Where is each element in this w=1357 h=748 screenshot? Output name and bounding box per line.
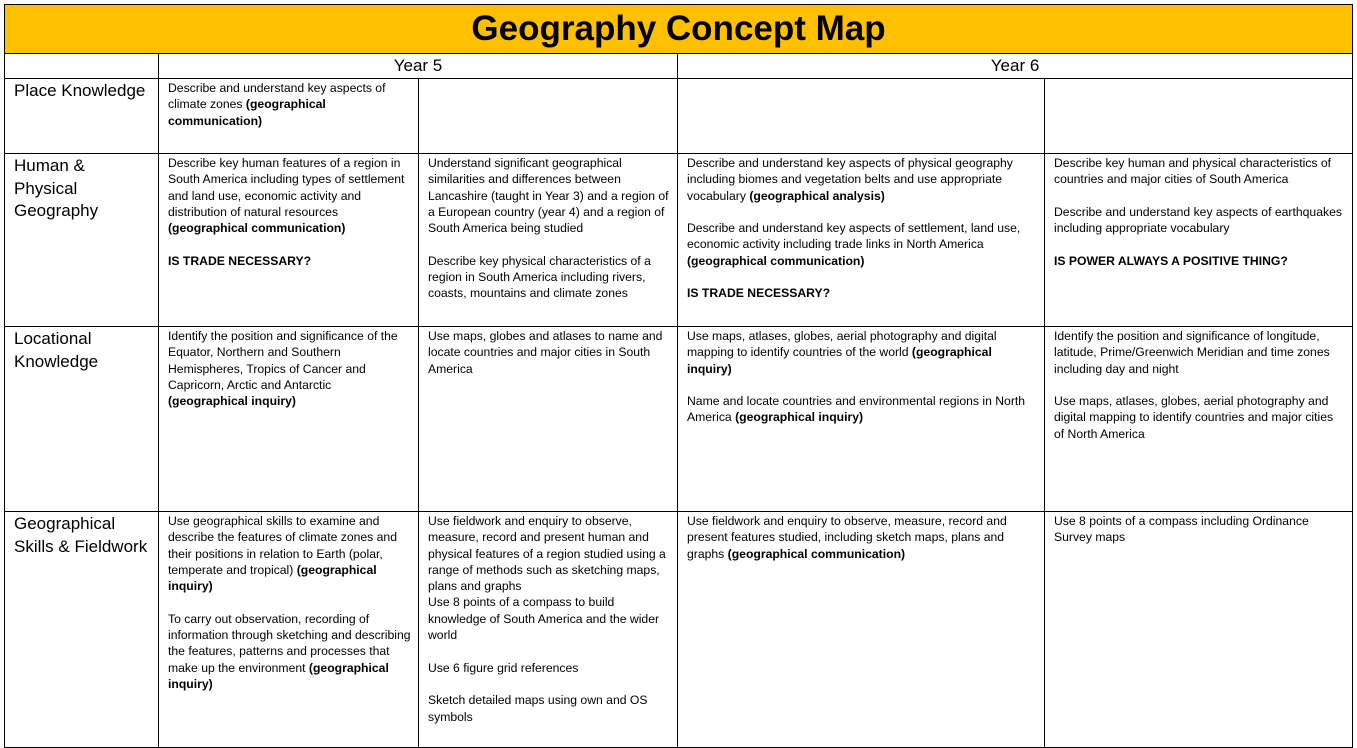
content-cell bbox=[159, 79, 419, 154]
paragraph-emphasis: (geographical communication) bbox=[168, 221, 346, 236]
paragraph-emphasis: IS TRADE NECESSARY? bbox=[687, 286, 831, 301]
cell-paragraph bbox=[1054, 393, 1346, 442]
cell-paragraph bbox=[428, 513, 671, 594]
cell-paragraph bbox=[428, 155, 671, 236]
row-place-knowledge bbox=[5, 79, 1353, 154]
content-cell bbox=[1045, 327, 1353, 512]
paragraph-text: Describe and understand key aspects of settlement, land use, economic activity including trade links in North America bbox=[687, 221, 1021, 252]
paragraph-text: Use 8 points of a compass to build knowledge of South America and the wider world bbox=[428, 595, 660, 643]
paragraph-text: Use maps, atlases, globes, aerial photography and digital mapping to identify countries of the world bbox=[687, 329, 997, 360]
cell-paragraph bbox=[168, 611, 412, 692]
paragraph-text: Understand significant geographical similarities and differences between Lancashire (taught in Year 3) and a region of a European country (year 4) and a region of South America being studied bbox=[428, 156, 669, 236]
row-human-physical-geography bbox=[5, 154, 1353, 327]
paragraph-text: Identify the position and significance of longitude, latitude, Prime/Greenwich Meridian and time zones including day and night bbox=[1054, 329, 1330, 376]
paragraph-emphasis: (geographical inquiry) bbox=[735, 410, 864, 425]
paragraph-emphasis: (geographical communication) bbox=[687, 253, 865, 268]
paragraph-emphasis: (geographical inquiry) bbox=[168, 562, 377, 594]
page-title: Geography Concept Map bbox=[5, 5, 1353, 54]
content-cell bbox=[1045, 512, 1353, 748]
cell-paragraph bbox=[428, 660, 671, 676]
row-geographical-skills-fieldwork bbox=[5, 512, 1353, 748]
content-cell bbox=[419, 154, 678, 327]
cell-paragraph bbox=[168, 328, 412, 409]
paragraph-emphasis: (geographical communication) bbox=[727, 546, 906, 561]
paragraph-emphasis: (geographical communication) bbox=[168, 97, 326, 128]
paragraph-emphasis: (geographical inquiry) bbox=[168, 394, 296, 409]
cell-paragraph bbox=[428, 594, 671, 643]
row-heading: Geographical Skills & Fieldwork bbox=[5, 512, 159, 748]
content-cell bbox=[678, 154, 1045, 327]
paragraph-text: Name and locate countries and environmental regions in North America bbox=[687, 394, 1026, 425]
content-cell bbox=[1045, 79, 1353, 154]
paragraph-emphasis: (geographical analysis) bbox=[749, 188, 885, 203]
paragraph-text: Describe and understand key aspects of physical geography including biomes and vegetation belts and use appropriate vocabulary bbox=[687, 156, 1013, 203]
cell-paragraph bbox=[687, 513, 1038, 562]
content-cell bbox=[1045, 154, 1353, 327]
cell-paragraph bbox=[687, 285, 1038, 301]
paragraph-text: Use 6 figure grid references bbox=[428, 660, 579, 675]
year-6-header: Year 6 bbox=[678, 54, 1353, 79]
content-cell bbox=[678, 79, 1045, 154]
content-cell bbox=[419, 327, 678, 512]
row-heading: Human & Physical Geography bbox=[5, 154, 159, 327]
paragraph-text: Identify the position and significance of the Equator, Northern and Southern Hemispheres, Tropics of Cancer and Capricorn, Arctic and Antarctic bbox=[168, 329, 398, 392]
cell-paragraph bbox=[1054, 204, 1346, 237]
content-cell bbox=[159, 512, 419, 748]
corner-cell bbox=[5, 54, 159, 79]
cell-paragraph bbox=[687, 393, 1038, 426]
paragraph-text: Describe and understand key aspects of earthquakes including appropriate vocabulary bbox=[1054, 204, 1342, 236]
paragraph-text: Use fieldwork and enquiry to observe, measure, record and present human and physical features of a region studied using a range of methods such as sketching maps, plans and graphs bbox=[428, 514, 666, 594]
paragraph-text: To carry out observation, recording of information through sketching and describing the features, patterns and processes that make up the environment bbox=[168, 611, 411, 675]
paragraph-emphasis: IS TRADE NECESSARY? bbox=[168, 253, 312, 268]
paragraph-emphasis: (geographical inquiry) bbox=[168, 660, 389, 691]
paragraph-emphasis: (geographical inquiry) bbox=[687, 345, 992, 376]
content-cell bbox=[678, 327, 1045, 512]
paragraph-text: Use fieldwork and enquiry to observe, measure, record and present features studied, including sketch maps, plans and graphs bbox=[687, 514, 1007, 561]
cell-paragraph bbox=[687, 220, 1038, 269]
cell-paragraph bbox=[1054, 328, 1346, 377]
year-5-header: Year 5 bbox=[159, 54, 678, 79]
paragraph-text: Describe key physical characteristics of a region in South America including rivers, coasts, mountains and climate zones bbox=[428, 253, 651, 301]
content-cell bbox=[678, 512, 1045, 748]
concept-map-table bbox=[4, 4, 1353, 748]
paragraph-emphasis: IS POWER ALWAYS A POSITIVE THING? bbox=[1054, 253, 1288, 268]
cell-paragraph bbox=[1054, 253, 1346, 269]
cell-paragraph bbox=[1054, 155, 1346, 188]
cell-paragraph bbox=[428, 328, 671, 377]
cell-paragraph bbox=[428, 692, 671, 725]
paragraph-text: Use maps, atlases, globes, aerial photography and digital mapping to identify countries and major cities of North America bbox=[1054, 394, 1334, 441]
cell-paragraph bbox=[687, 155, 1038, 204]
row-heading: Locational Knowledge bbox=[5, 327, 159, 512]
paragraph-text: Describe and understand key aspects of climate zones bbox=[168, 81, 386, 112]
content-cell bbox=[419, 512, 678, 748]
cell-paragraph bbox=[168, 155, 412, 236]
cell-paragraph bbox=[168, 513, 412, 594]
paragraph-text: Sketch detailed maps using own and OS symbols bbox=[428, 693, 648, 724]
cell-paragraph bbox=[168, 80, 412, 129]
paragraph-text: Describe key human features of a region in South America including types of settlement and land use, economic activity and distribution of natural resources bbox=[168, 156, 405, 219]
cell-paragraph bbox=[168, 253, 412, 269]
content-cell bbox=[159, 327, 419, 512]
content-cell bbox=[419, 79, 678, 154]
cell-paragraph bbox=[1054, 513, 1346, 546]
cell-paragraph bbox=[687, 328, 1038, 377]
cell-paragraph bbox=[428, 253, 671, 302]
row-heading: Place Knowledge bbox=[5, 79, 159, 154]
content-cell bbox=[159, 154, 419, 327]
paragraph-text: Use geographical skills to examine and describe the features of climate zones and their positions in relation to Earth (polar, temperate and tropical) bbox=[168, 514, 397, 577]
paragraph-text: Use maps, globes and atlases to name and locate countries and major cities in South America bbox=[428, 329, 663, 376]
row-locational-knowledge bbox=[5, 327, 1353, 512]
paragraph-text: Describe key human and physical characteristics of countries and major cities of South America bbox=[1054, 156, 1332, 187]
paragraph-text: Use 8 points of a compass including Ordinance Survey maps bbox=[1054, 514, 1309, 545]
